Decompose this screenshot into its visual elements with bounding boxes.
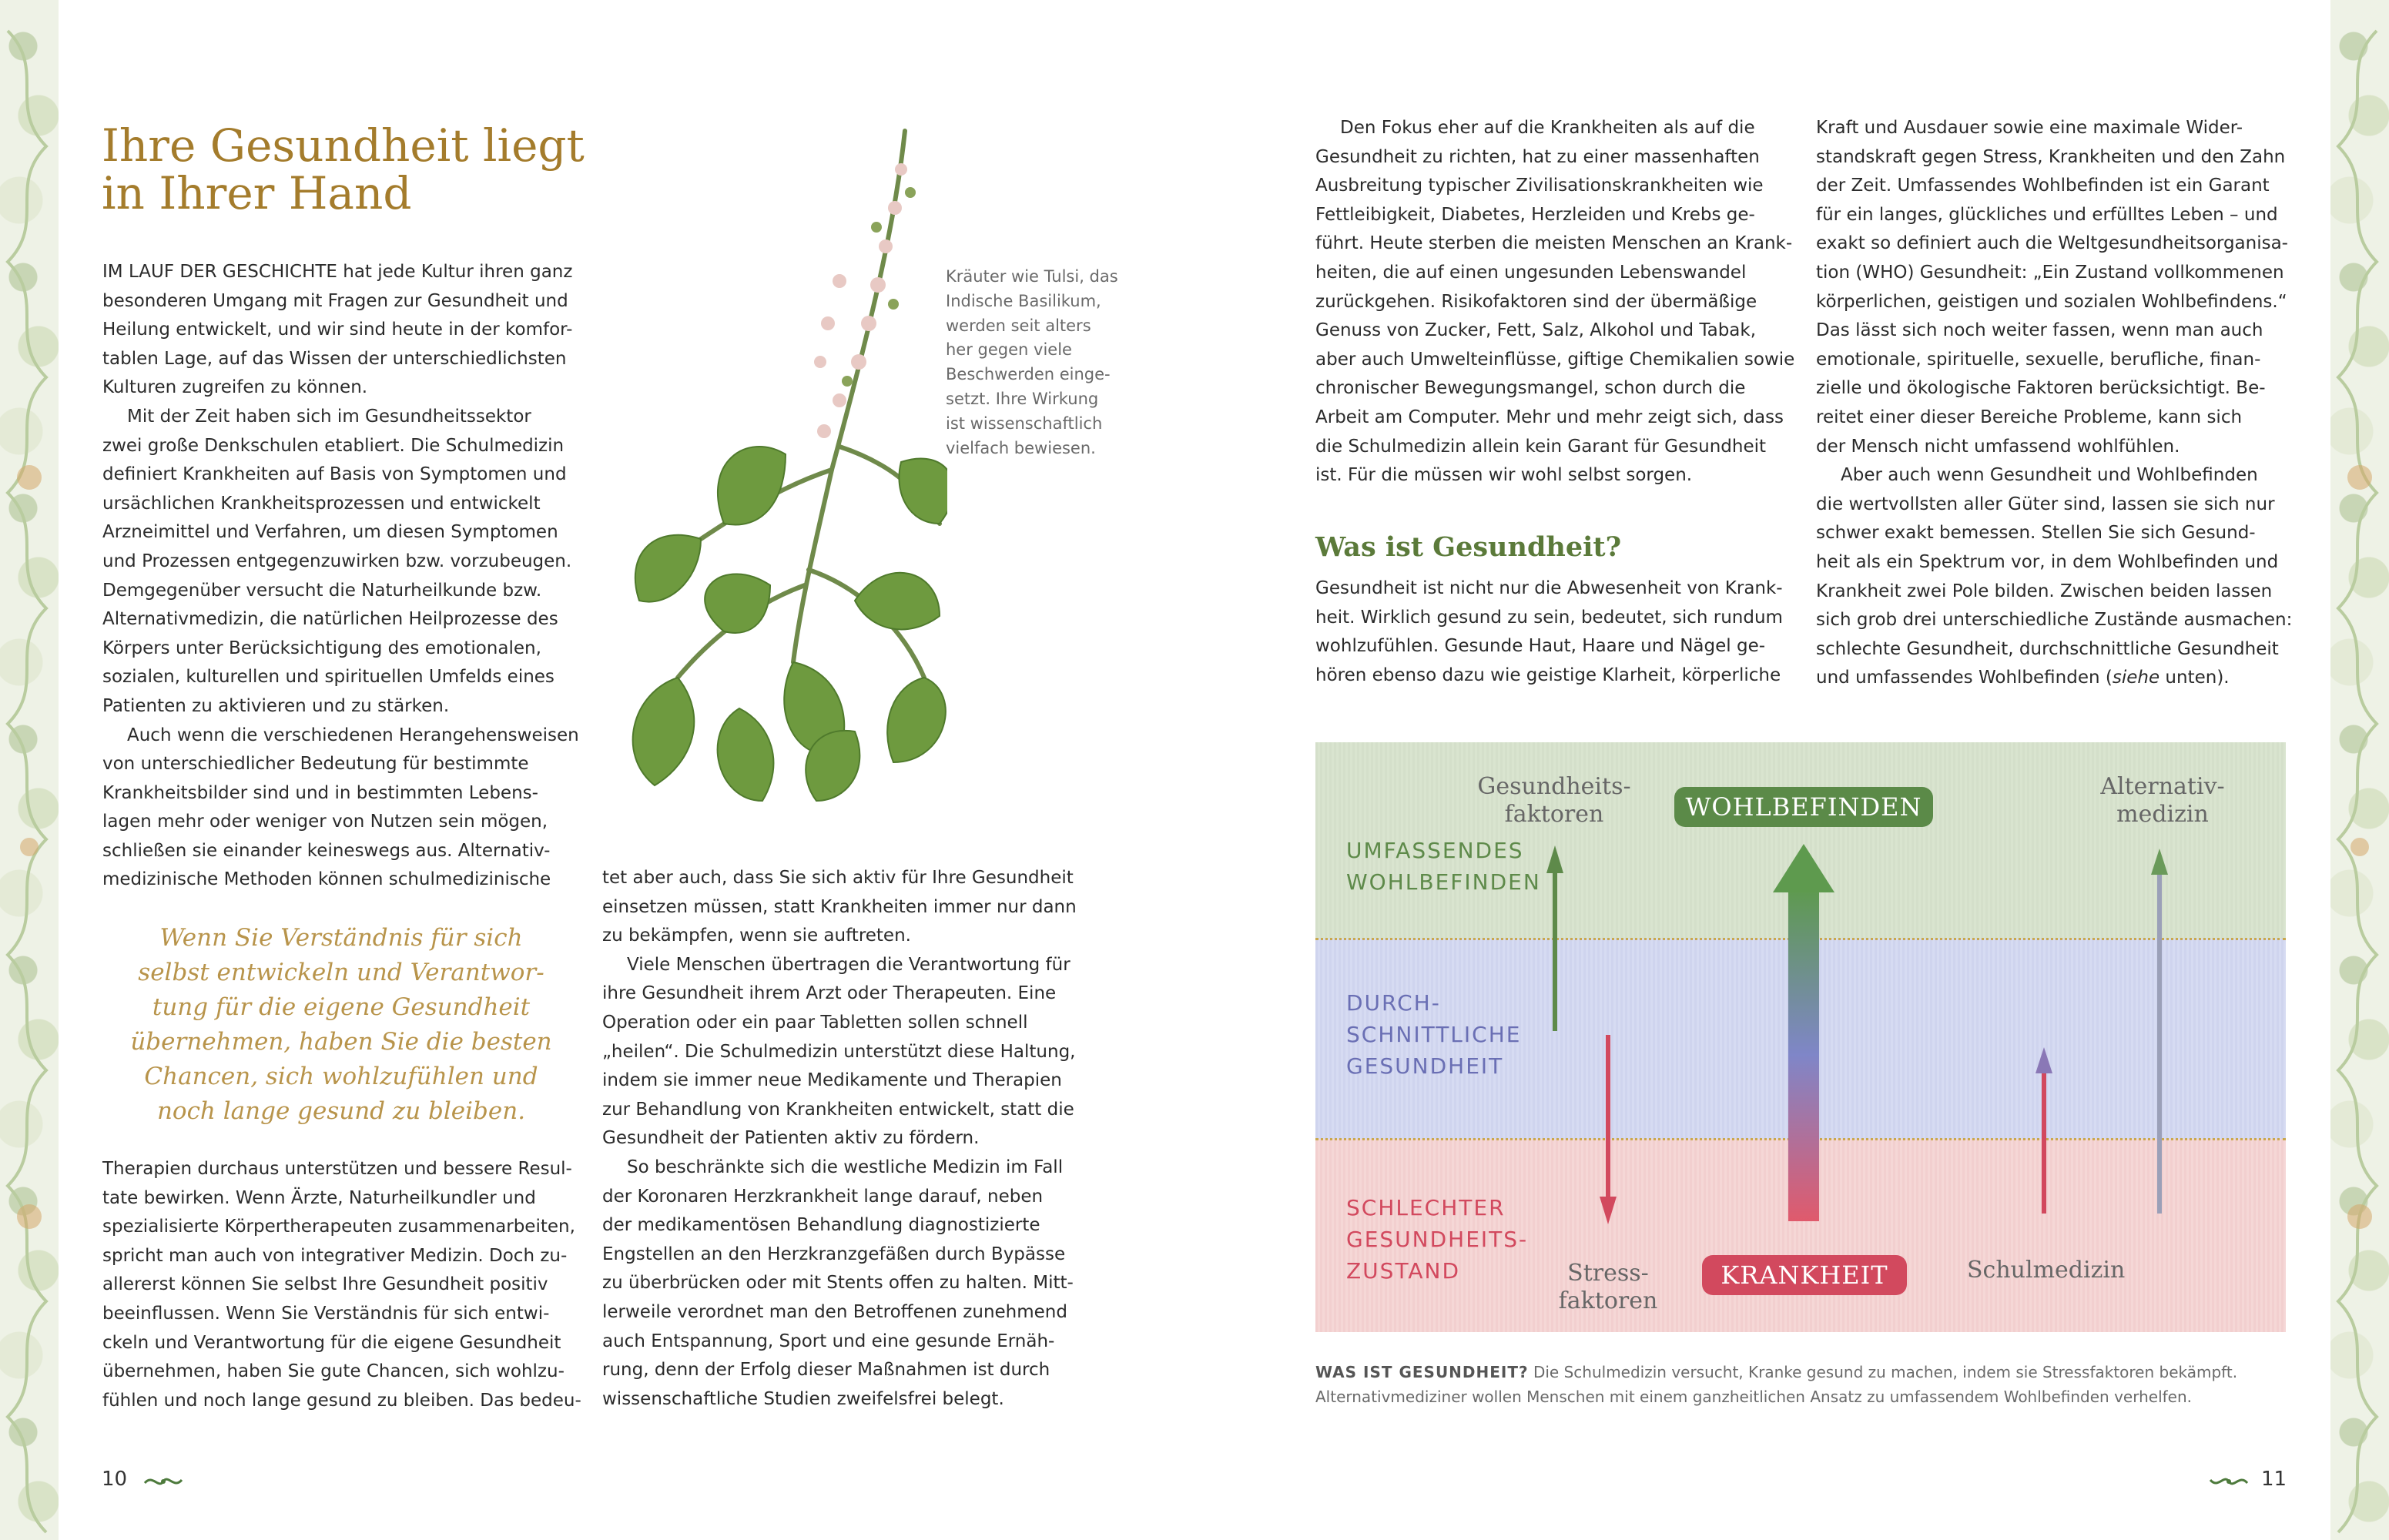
right-border-pattern: [2330, 0, 2389, 1540]
text-line: Demgegenüber versucht die Naturheilkunde bzw.: [102, 580, 542, 601]
text-line: wohlzufühlen. Gesunde Haut, Haare und Nägel ge-: [1315, 636, 1766, 657]
text-line: spricht man auch von integrativer Medizin. Doch zu-: [102, 1245, 568, 1266]
body-column-3: [1315, 114, 1794, 490]
wellbeing-pill: WOHLBEFINDEN: [1674, 787, 1933, 827]
text-line: sich grob drei unterschiedliche Zustände ausmachen:: [1816, 610, 2293, 631]
big-center-arrow: [1773, 844, 1834, 1221]
text-line: der medikamentösen Behandlung diagnostizierte: [602, 1215, 1040, 1236]
caption-line: Alternativmediziner wollen Menschen mit einem ganzheitlichen Ansatz zu umfassendem Wohlbefinden verhelfen.: [1315, 1388, 2193, 1406]
caption-line: vielfach bewiesen.: [946, 438, 1096, 457]
plant-caption: [946, 265, 1118, 460]
zone-label-mid: [1346, 987, 1521, 1082]
pull-quote: [102, 921, 580, 1129]
text-line: schließen sie einander keineswegs aus. Alternativ-: [102, 840, 551, 861]
page-number-left: 10: [102, 1468, 128, 1491]
caption-line: [1315, 1360, 2237, 1384]
text-line: Ausbreitung typischer Zivilisationskrankheiten wie: [1315, 176, 1764, 196]
zone-label-line: WOHLBEFINDEN: [1346, 869, 1541, 895]
page-title-line: in Ihrer Hand: [102, 167, 412, 219]
text-line: führt. Heute sterben die meisten Menschen an Krank-: [1315, 233, 1793, 254]
caption-line: setzt. Ihre Wirkung: [946, 389, 1099, 408]
text-line: ist. Für die müssen wir wohl selbst sorgen.: [1315, 465, 1693, 486]
text-line: Gesundheit ist nicht nur die Abwesenheit von Krank-: [1315, 578, 1783, 598]
text-line: lerweile verordnet man den Betroffenen zunehmend: [602, 1301, 1067, 1322]
text-line: fühlen und noch lange gesund zu bleiben. Das bedeu-: [102, 1390, 581, 1411]
caption-line: werden seit alters: [946, 316, 1091, 335]
quote-line: tung für die eigene Gesundheit: [152, 993, 531, 1021]
text-line: tet aber auch, dass Sie sich aktiv für Ihre Gesundheit: [602, 868, 1074, 888]
text-line: tablen Lage, auf das Wissen der unterschiedlichsten: [102, 348, 567, 369]
flourish-icon: [142, 1472, 185, 1491]
quote-line: Chancen, sich wohlzufühlen und: [144, 1063, 538, 1090]
text-line: Operation oder ein paar Tabletten sollen schnell: [602, 1012, 1028, 1033]
text-line: für ein langes, glückliches und erfülltes Leben – und: [1816, 204, 2278, 225]
label-line: Alternativ-: [2100, 773, 2225, 800]
text-span: unten).: [2159, 668, 2230, 688]
caption-line: Indische Basilikum,: [946, 291, 1101, 310]
text-line: sozialen, kulturellen und spirituellen Umfelds eines: [102, 667, 555, 688]
text-line: Genuss von Zucker, Fett, Salz, Alkohol und Tabak,: [1315, 320, 1757, 341]
text-line: besonderen Umgang mit Fragen zur Gesundheit und: [102, 290, 568, 311]
text-line: lagen mehr oder weniger von Nutzen sein mögen,: [102, 812, 548, 832]
illness-pill: KRANKHEIT: [1702, 1255, 1907, 1295]
zone-label-line: SCHLECHTER: [1346, 1195, 1506, 1220]
text-line: Das lässt sich noch weiter fassen, wenn man auch: [1816, 320, 2263, 341]
text-line: ursächlichen Krankheitsprozessen und entwickelt: [102, 493, 541, 514]
text-line: Krankheitsbilder sind und in bestimmten Lebens-: [102, 782, 538, 803]
text-line: zurückgehen. Risikofaktoren sind der übermäßige: [1315, 291, 1757, 312]
zone-label-line: SCHNITTLICHE: [1346, 1022, 1522, 1047]
text-line: Den Fokus eher auf die Krankheiten als auf die: [1340, 118, 1755, 138]
caption-line: Kräuter wie Tulsi, das: [946, 267, 1118, 286]
text-line: Auch wenn die verschiedenen Herangehensweisen: [127, 725, 579, 745]
caption-lead: WAS IST GESUNDHEIT?: [1315, 1363, 1529, 1381]
text-line: [1816, 664, 2292, 693]
section-heading: Was ist Gesundheit?: [1315, 531, 1622, 563]
floral-ornament-icon: [0, 0, 59, 1540]
text-line: reitet einer dieser Bereiche Probleme, kann sich: [1816, 407, 2243, 427]
text-line: exakt so definiert auch die Weltgesundheitsorganisa-: [1816, 233, 2288, 254]
zone-label-line: GESUNDHEITS-: [1346, 1227, 1529, 1252]
text-line: tion (WHO) Gesundheit: „Ein Zustand vollkommenen: [1816, 262, 2284, 283]
text-line: ckeln und Verantwortung für die eigene Gesundheit: [102, 1332, 561, 1353]
text-line: die Schulmedizin allein kein Garant für Gesundheit: [1315, 436, 1767, 457]
text-line: der Mensch nicht umfassend wohlfühlen.: [1816, 436, 2180, 457]
text-line: Aber auch wenn Gesundheit und Wohlbefinden: [1841, 465, 2258, 486]
zone-label-bottom: [1346, 1192, 1528, 1287]
caption-line: Beschwerden einge-: [946, 365, 1111, 384]
text-line: definiert Krankheiten auf Basis von Symptomen und: [102, 464, 567, 485]
body-column-1: [102, 258, 579, 895]
body-column-3-bottom: [1315, 574, 1783, 690]
text-line: wissenschaftliche Studien zweifelsfrei belegt.: [602, 1388, 1004, 1409]
text-line: allererst können Sie selbst Ihre Gesundheit positiv: [102, 1274, 548, 1295]
text-line: der Koronaren Herzkrankheit lange darauf, neben: [602, 1186, 1044, 1207]
text-line: heit als ein Spektrum vor, in dem Wohlbefinden und: [1816, 551, 2279, 572]
label-line: Stress-: [1567, 1260, 1649, 1287]
text-line: Krankheit zwei Pole bilden. Zwischen beiden lassen: [1816, 581, 2273, 601]
quote-line: Wenn Sie Verständnis für sich: [159, 924, 523, 952]
text-line: Mit der Zeit haben sich im Gesundheitssektor: [127, 406, 531, 427]
flourish-icon: [2207, 1472, 2250, 1491]
text-line: Alternativmedizin, die natürlichen Heilprozesse des: [102, 609, 558, 630]
text-line: Kraft und Ausdauer sowie eine maximale Wider-: [1816, 118, 2243, 138]
quote-line: noch lange gesund zu bleiben.: [156, 1097, 526, 1125]
text-line: „heilen“. Die Schulmedizin unterstützt diese Haltung,: [602, 1041, 1076, 1062]
text-line: aber auch Umwelteinflüsse, giftige Chemikalien sowie: [1315, 349, 1795, 370]
zone-label-line: UMFASSENDES: [1346, 838, 1524, 863]
conventional-medicine-arrow: [2036, 1047, 2052, 1214]
text-span: und umfassendes Wohlbefinden (: [1816, 668, 2113, 688]
text-line: von unterschiedlicher Bedeutung für bestimmte: [102, 754, 529, 775]
text-line: tate bewirken. Wenn Ärzte, Naturheilkundler und: [102, 1187, 536, 1208]
conventional-medicine-label: Schulmedizin: [1967, 1257, 2126, 1284]
text-line: schwer exakt bemessen. Stellen Sie sich Gesund-: [1816, 523, 2256, 544]
health-factors-arrow: [1546, 845, 1563, 1031]
text-line: Patienten zu aktivieren und zu stärken.: [102, 695, 450, 716]
text-line: Körpers unter Berücksichtigung des emotionalen,: [102, 638, 541, 658]
text-line: heit. Wirklich gesund zu sein, bedeutet, sich rundum: [1315, 607, 1783, 628]
basil-plant-illustration: [608, 123, 947, 839]
text-line: einsetzen müssen, statt Krankheiten immer nur dann: [602, 896, 1077, 917]
text-line: Arbeit am Computer. Mehr und mehr zeigt sich, dass: [1315, 407, 1784, 427]
stress-factors-label: [1531, 1260, 1685, 1315]
text-line: standskraft gegen Stress, Krankheiten und den Zahn: [1816, 146, 2286, 167]
alternative-medicine-label: [2086, 773, 2240, 829]
text-line: auch Entspannung, Sport und eine gesunde Ernäh-: [602, 1331, 1055, 1351]
text-line: Gesundheit zu richten, hat zu einer massenhaften: [1315, 146, 1760, 167]
caption-line: her gegen viele: [946, 340, 1072, 360]
body-column-4: [1816, 114, 2292, 693]
text-line: So beschränkte sich die westliche Medizin im Fall: [627, 1157, 1064, 1177]
page-title-line: Ihre Gesundheit liegt: [102, 119, 585, 172]
text-line: Fettleibigkeit, Diabetes, Herzleiden und Krebs ge-: [1315, 204, 1755, 225]
text-line: Viele Menschen übertragen die Verantwortung für: [627, 954, 1071, 975]
text-line: emotionale, spirituelle, sexuelle, berufliche, finan-: [1816, 349, 2261, 370]
health-spectrum-diagram: [1315, 742, 2286, 1332]
text-line: zu bekämpfen, wenn sie auftreten.: [602, 926, 911, 946]
text-emphasis: siehe: [2112, 668, 2160, 688]
zone-label-line: DURCH-: [1346, 990, 1441, 1016]
text-line: indem sie immer neue Medikamente und Therapien: [602, 1070, 1062, 1091]
text-line: und Prozessen entgegenzuwirken bzw. vorzubeugen.: [102, 551, 572, 571]
text-line: der Zeit. Umfassendes Wohlbefinden ist ein Garant: [1816, 176, 2270, 196]
text-line: die wertvollsten aller Güter sind, lassen sie sich nur: [1816, 494, 2275, 514]
text-line: heiten, die auf einen ungesunden Lebenswandel: [1315, 262, 1747, 283]
text-line: zielle und ökologische Faktoren berücksichtigt. Be-: [1816, 378, 2266, 399]
figure-caption: [1315, 1360, 2237, 1409]
text-line: beeinflussen. Wenn Sie Verständnis für sich entwi-: [102, 1303, 550, 1324]
body-column-2: [602, 864, 1077, 1414]
text-line: spezialisierte Körpertherapeuten zusammenarbeiten,: [102, 1217, 575, 1237]
stress-factors-arrow: [1600, 1035, 1617, 1224]
text-line: rung, denn der Erfolg dieser Maßnahmen ist durch: [602, 1360, 1050, 1381]
text-line: hören ebenso dazu wie geistige Klarheit, körperliche: [1315, 665, 1781, 685]
text-line: Arzneimittel und Verfahren, um diesen Symptomen: [102, 522, 558, 543]
text-line: schlechte Gesundheit, durchschnittliche Gesundheit: [1816, 638, 2279, 659]
alternative-medicine-arrow: [2151, 849, 2168, 1214]
quote-line: selbst entwickeln und Verantwor-: [138, 959, 544, 986]
zone-label-line: ZUSTAND: [1346, 1258, 1461, 1284]
label-line: faktoren: [1504, 801, 1604, 828]
page-number-right: 11: [2261, 1468, 2287, 1491]
label-line: Gesundheits-: [1477, 773, 1631, 800]
quote-line: übernehmen, haben Sie die besten: [130, 1028, 552, 1056]
health-factors-label: [1477, 773, 1631, 829]
text-line: zu überbrücken oder mit Stents offen zu halten. Mitt-: [602, 1273, 1074, 1294]
caption-text: Die Schulmedizin versucht, Kranke gesund zu machen, indem sie Stressfaktoren bekämpft.: [1533, 1363, 2238, 1381]
text-line: übernehmen, haben Sie gute Chancen, sich wohlzu-: [102, 1361, 565, 1382]
label-line: medizin: [2116, 801, 2209, 828]
text-line: Gesundheit der Patienten aktiv zu fördern.: [602, 1128, 980, 1149]
body-column-1-bottom: [102, 1155, 581, 1415]
text-line: ihre Gesundheit ihrem Arzt oder Therapeuten. Eine: [602, 983, 1057, 1004]
caption-line: ist wissenschaftlich: [946, 413, 1103, 433]
text-line: Engstellen an den Herzkranzgefäßen durch Bypässe: [602, 1244, 1066, 1264]
text-line: Heilung entwickelt, und wir sind heute in der komfor-: [102, 320, 573, 340]
text-line: medizinische Methoden können schulmedizinische: [102, 869, 551, 890]
text-line: chronischer Bewegungsmangel, schon durch die: [1315, 378, 1746, 399]
text-line: IM LAUF DER GESCHICHTE hat jede Kultur ihren ganz: [102, 262, 573, 282]
zone-label-top: [1346, 835, 1541, 898]
text-line: körperlichen, geistigen und sozialen Wohlbefindens.“: [1816, 291, 2287, 312]
text-line: Kulturen zugreifen zu können.: [102, 377, 368, 398]
floral-ornament-icon: [2330, 0, 2389, 1540]
page-title: [102, 119, 585, 219]
zone-label-line: GESUNDHEIT: [1346, 1053, 1504, 1079]
left-border-pattern: [0, 0, 59, 1540]
label-line: faktoren: [1558, 1287, 1658, 1314]
text-line: zur Behandlung von Krankheiten entwickelt, statt die: [602, 1099, 1074, 1120]
text-line: Therapien durchaus unterstützen und bessere Resul-: [102, 1159, 572, 1179]
text-line: zwei große Denkschulen etabliert. Die Schulmedizin: [102, 435, 565, 456]
